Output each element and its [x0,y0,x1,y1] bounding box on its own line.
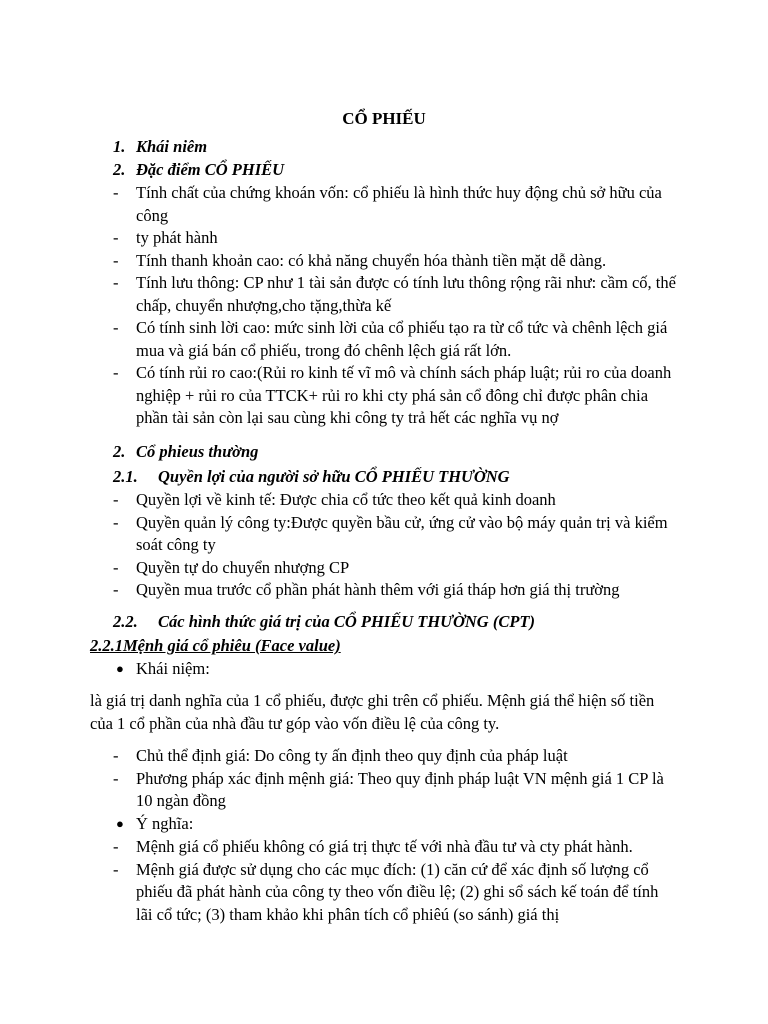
list-item: - Quyền quản lý công ty:Được quyền bầu cử, ứng cử vào bộ máy quản trị và kiểm soát công ty [113,512,668,554]
concept-paragraph: là giá trị danh nghĩa của 1 cổ phiếu, được ghi trên cổ phiếu. Mệnh giá thể hiện số tiền của 1 cổ phần của nhà đầu tư góp vào vốn điều lệ của công ty. [90,691,655,733]
section-1-list [0,136,768,182]
list-item: - Quyền lợi về kinh tế: Được chia cổ tức theo kết quả kinh doanh [113,490,556,509]
heading-label: Khái niêm [136,137,208,156]
list-item: - Tính thanh khoản cao: có khả năng chuyển hóa thành tiền mặt dễ dàng. [113,250,607,270]
heading-number: 1. [113,137,126,156]
section-2-1-heading [0,466,768,489]
features-list [0,182,768,430]
section-2-2-heading [0,611,768,634]
list-item: - Quyền tự do chuyển nhượng CP [113,557,350,577]
heading-number: 2.1. [113,467,138,486]
list-item: - Có tính rủi ro cao:(Rủi ro kinh tế vĩ mô và chính sách pháp luật; rủi ro của doanh nghiệp + rủi ro của TTCK+ rủi ro khi cty phá sản cổ đông chỉ được phân chia phần tài sản còn lại sau cùng khi công ty trả hết các nghĩa vụ nợ [113,363,672,427]
heading-number: 2. [113,160,126,179]
document-title: CỔ PHIẾU [342,109,426,128]
list-item: - Mệnh giá cổ phiếu không có giá trị thực tế với nhà đầu tư và cty phát hành. [113,837,633,856]
heading-label: Đặc điểm CỔ PHIẾU [136,160,285,179]
bullet-label: Ý nghĩa: [136,814,194,833]
rights-list [0,489,768,602]
list-item: - Quyền mua trước cổ phần phát hành thêm với giá tháp hơn giá thị trường [113,580,620,599]
list-item: - Tính lưu thông: CP như 1 tài sản được có tính lưu thông rộng rãi như: cầm cố, thế chấp, chuyển nhượng,cho tặng,thừa kế [113,273,676,315]
bullet-label: Khái niệm: [136,659,210,678]
heading-label: Cổ phieus thường [136,442,259,461]
heading-number: 2.2. [113,612,138,631]
section-2-2-1-heading: 2.2.1Mệnh giá cổ phiêu (Face value) [90,636,341,655]
list-item: - Chủ thể định giá: Do công ty ấn định theo quy định của pháp luật [113,746,568,765]
list-item: - ty phát hành [113,228,218,247]
bullet-icon: ● [116,661,124,676]
numbered-heading [0,136,768,159]
list-item: - Có tính sinh lời cao: mức sinh lời của cổ phiếu tạo ra từ cổ tức và chênh lệch giá mua và giá bán cổ phiếu, trong đó chênh lệch giá rất lớn. [113,318,668,360]
list-item: - Phương pháp xác định mệnh giá: Theo quy định pháp luật VN mệnh giá 1 CP là 10 ngàn đồng [113,768,664,810]
section-2-heading [0,441,768,464]
concept-list [0,745,768,813]
heading-label: Các hình thức giá trị của CỔ PHIẾU THƯỜNG (CPT) [158,612,535,631]
list-item: - Tính chất của chứng khoán vốn: cổ phiếu là hình thức huy động chủ sở hữu của công [113,183,662,225]
heading-label: Quyền lợi của người sở hữu CỔ PHIẾU THƯỜNG [158,467,510,486]
meaning-list [0,836,768,926]
concept-bullet [0,658,768,681]
heading-number: 2. [113,442,126,461]
numbered-heading [0,159,768,182]
list-item: - Mệnh giá được sử dụng cho các mục đích: (1) căn cứ để xác định số lượng cổ phiếu đã phát hành của công ty theo vốn điều lệ; (2) ghi sổ sách kế toán để tính lãi cổ tức; (3) tham khảo khi phân tích cổ phiêú (so sánh) giá thị [113,859,659,924]
meaning-bullet [0,813,768,836]
bullet-icon: ● [116,816,124,831]
